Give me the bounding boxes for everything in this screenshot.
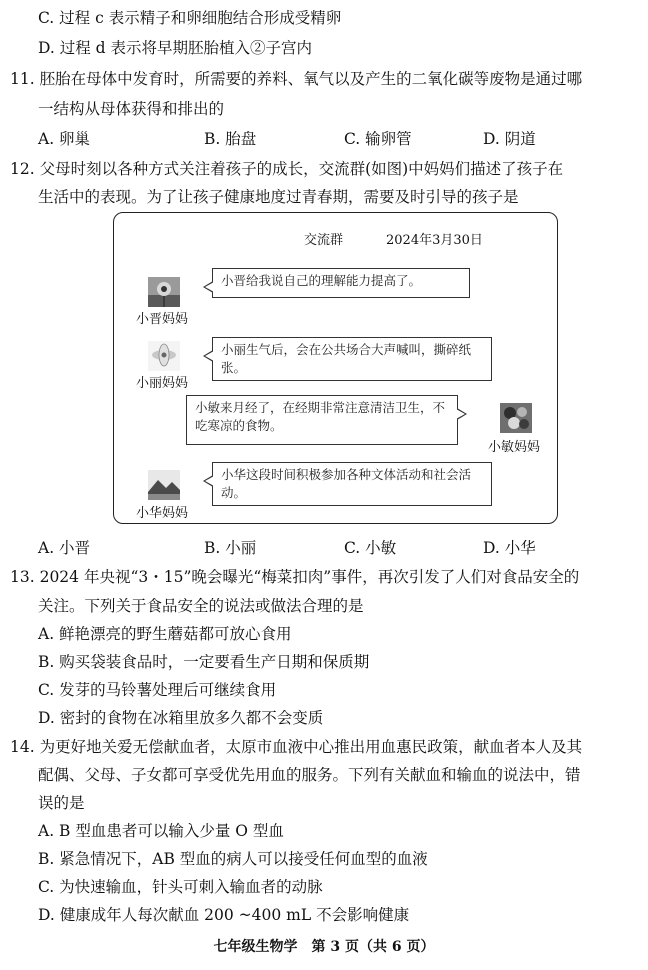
avatar-blossom-icon bbox=[500, 403, 532, 433]
q13-option-a: A. 鲜艳漂亮的野生蘑菇都可放心食用 bbox=[38, 625, 292, 643]
q10-option-d: D. 过程 d 表示将早期胚胎植入②子宫内 bbox=[38, 39, 313, 57]
q13-option-b: B. 购买袋装食品时，一定要看生产日期和保质期 bbox=[38, 653, 370, 671]
q14-option-d: D. 健康成年人每次献血 200 ~400 mL 不会影响健康 bbox=[38, 906, 410, 924]
chat-message-text: 小丽生气后，会在公共场合大声喊叫，撕碎纸张。 bbox=[221, 342, 472, 375]
q11-option-c: C. 输卵管 bbox=[344, 130, 412, 148]
chat-message-bubble bbox=[212, 337, 492, 381]
chat-date: 2024年3月30日 bbox=[386, 233, 483, 248]
chat-title: 交流群 bbox=[304, 233, 344, 248]
q12-stem-line2: 生活中的表现。为了让孩子健康地度过青春期，需要及时引导的孩子是 bbox=[38, 188, 519, 206]
q12-option-c: C. 小敏 bbox=[344, 539, 397, 557]
q12-option-d: D. 小华 bbox=[483, 539, 536, 557]
chat-group-figure bbox=[113, 212, 558, 524]
q11-options bbox=[38, 129, 638, 149]
q11-option-d: D. 阴道 bbox=[483, 130, 536, 148]
q11-option-b: B. 胎盘 bbox=[204, 130, 257, 148]
avatar-flower-icon bbox=[148, 277, 180, 307]
chat-message-text: 小华这段时间积极参加各种文体活动和社会活动。 bbox=[221, 467, 472, 500]
chat-user-name: 小丽妈妈 bbox=[136, 376, 189, 391]
page-footer: 七年级生物学 第 3 页（共 6 页） bbox=[213, 939, 435, 955]
q14-stem-line2: 配偶、父母、子女都可享受优先用血的服务。下列有关献血和输血的说法中，错 bbox=[38, 766, 581, 784]
q12-option-b: B. 小丽 bbox=[204, 539, 257, 557]
chat-message-text: 小敏来月经了，在经期非常注意清洁卫生，不吃寒凉的食物。 bbox=[195, 400, 446, 433]
avatar-lily-icon bbox=[148, 341, 180, 371]
chat-user-name: 小敏妈妈 bbox=[488, 440, 541, 455]
q11-stem-line2: 一结构从母体获得和排出的 bbox=[38, 100, 225, 118]
q11-stem-line1: 11. 胚胎在母体中发育时，所需要的养料、氧气以及产生的二氧化碳等废物是通过哪 bbox=[10, 70, 583, 88]
q13-option-d: D. 密封的食物在冰箱里放多久都不会变质 bbox=[38, 709, 324, 727]
avatar-landscape-icon bbox=[148, 470, 180, 500]
q11-option-a: A. 卵巢 bbox=[38, 130, 91, 148]
chat-message-bubble bbox=[212, 268, 470, 298]
q12-option-a: A. 小晋 bbox=[38, 539, 91, 557]
q10-option-c: C. 过程 c 表示精子和卵细胞结合形成受精卵 bbox=[38, 9, 342, 27]
q12-stem-line1: 12. 父母时刻以各种方式关注着孩子的成长，交流群(如图)中妈妈们描述了孩子在 bbox=[10, 160, 564, 178]
q14-stem-line3: 误的是 bbox=[38, 794, 85, 812]
q13-stem-line2: 关注。下列关于食品安全的说法或做法合理的是 bbox=[38, 597, 364, 615]
q13-option-c: C. 发芽的马铃薯处理后可继续食用 bbox=[38, 681, 277, 699]
q12-options bbox=[38, 538, 638, 558]
chat-user-name: 小华妈妈 bbox=[136, 506, 189, 521]
chat-message-bubble bbox=[212, 462, 492, 506]
q13-stem-line1: 13. 2024 年央视“3・15”晚会曝光“梅菜扣肉”事件，再次引发了人们对食品安全的 bbox=[10, 568, 580, 586]
chat-message-text: 小晋给我说自己的理解能力提高了。 bbox=[221, 273, 422, 288]
chat-message-bubble bbox=[186, 395, 458, 445]
q14-option-b: B. 紧急情况下，AB 型血的病人可以接受任何血型的血液 bbox=[38, 850, 428, 868]
q14-option-a: A. B 型血患者可以输入少量 O 型血 bbox=[38, 822, 284, 840]
q14-option-c: C. 为快速输血，针头可刺入输血者的动脉 bbox=[38, 878, 323, 896]
chat-user-name: 小晋妈妈 bbox=[136, 312, 189, 327]
q14-stem-line1: 14. 为更好地关爱无偿献血者，太原市血液中心推出用血惠民政策，献血者本人及其 bbox=[10, 738, 583, 756]
